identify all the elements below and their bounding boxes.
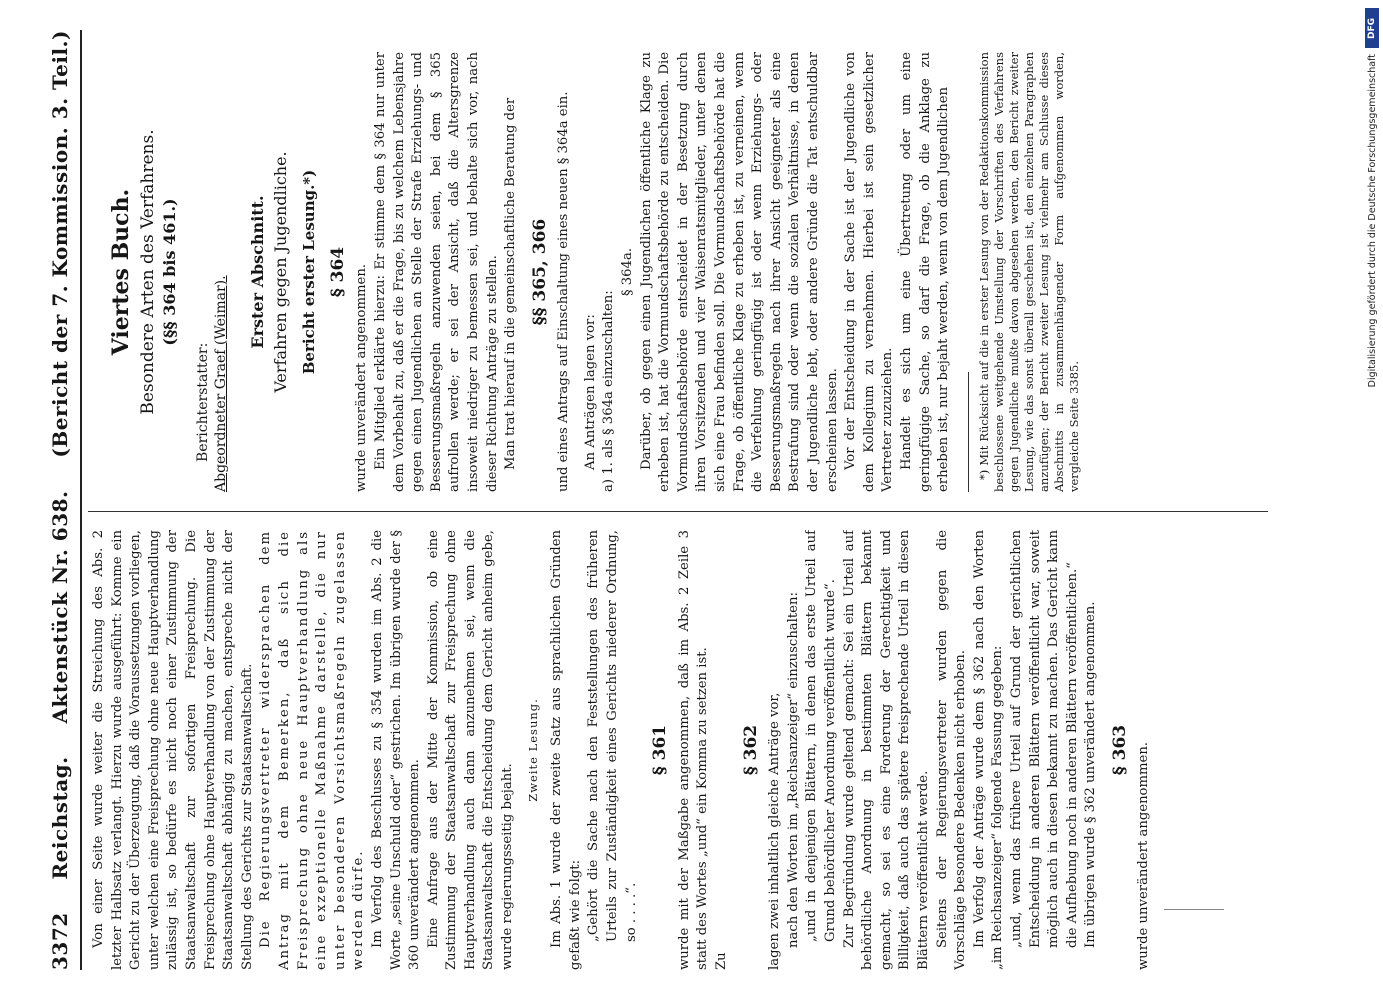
- paragraph: Seitens der Regierungsvertreter wurden gegen die Vorschläge besondere Bedenken nicht erhoben.: [934, 530, 969, 970]
- paragraph: Im Abs. 1 wurde der zweite Satz aus sprachlichen Gründen gefaßt wie folgt:: [549, 530, 583, 970]
- section-heading: § 362: [740, 724, 761, 776]
- paragraph: a) 1. als § 364a einzuschalten:: [601, 290, 617, 492]
- quotation: „und, wenn das frühere Urteil auf Grund der gerichtlichen Entscheidung in anderen Blättern veröffentlicht war, soweit möglich auch in diesen bekannt zu machen. Das Gericht kann die Aufhebung noch in anderen Blättern veröffentlichen.“: [1008, 530, 1080, 948]
- reporter-label: Berichterstatter:: [194, 342, 211, 462]
- paragraph: Im übrigen wurde § 362 unverändert angenommen.: [1083, 601, 1099, 948]
- document-page: [40, 30, 1310, 970]
- section-subheading: Zweite Lesung.: [525, 698, 540, 802]
- section-title: Erster Abschnitt.: [247, 195, 267, 349]
- digitization-stamp: [1365, 8, 1379, 988]
- paragraph: Darüber, ob gegen einen Jugendlichen öffentliche Klage zu erheben ist, hat die Vormundschaftsbehörde zu entscheiden. Die Vormundschaftsbehörde entscheidet in der Besetzung durch ihren Vorsitzenden und vier Waisenratsmitglieder, unter denen sich eine Frau befinden soll. Die Vormundschaftsbehörde hat die Frage, ob öffentliche Klage zu erheben ist, zu verneinen, wenn die Verfehlung geringfügig ist oder wenn Erziehungs- oder Besserungsmaßregeln nach ihrer Ansicht geeigneter als eine Bestrafung sind oder wenn die sozialen Verhältnisse, in denen der Jugendliche lebt, oder andere Gründe die Tat entschuldbar erscheinen lassen.: [638, 52, 840, 492]
- book-range: (§§ 364 bis 461.): [160, 198, 180, 346]
- paragraph: Eine Anfrage aus der Mitte der Kommission, ob eine Zustimmung der Staatsanwaltschaft zur Freisprechung ohne Hauptverhandlung auch dann anzunehmen sei, wenn die Staatsanwaltschaft die Entscheidung dem Gericht anheim gebe, wurde regierungsseitig bejaht.: [425, 530, 516, 970]
- section-heading: § 364a.: [620, 248, 636, 297]
- book-subtitle: Besondere Arten des Verfahrens.: [137, 129, 158, 415]
- header-right-title: (Bericht der 7. Kommission. 3. Teil.): [48, 30, 72, 458]
- quotation: „Gehört die Sache nach den Feststellungen des früheren Urteils zur Zuständigkeit eines Gerichts niederer Ordnung, so . . . .“.: [586, 530, 639, 942]
- paragraph: Zu: [714, 952, 729, 970]
- dfg-logo: DFG: [1365, 8, 1379, 48]
- paragraph: Zur Begründung wurde geltend gemacht: Sei ein Urteil auf behördliche Anordnung in bestimmten Blättern bekannt gemacht, so sei es eine Forderung der Gerechtigkeit und Billigkeit, daß auch das spätere freisprechende Urteil in diesen Blättern veröffentlicht werde.: [841, 530, 931, 970]
- section-subtitle: Verfahren gegen Jugendliche.: [270, 151, 290, 393]
- paragraph: Im Verfolg des Beschlusses zu § 354 wurden im Abs. 2 die Worte „seine Unschuld oder“ gestrichen. Im übrigen wurde der § 360 unverändert angenommen.: [369, 530, 423, 970]
- paragraph: Handelt es sich um eine Übertretung oder um eine geringfügige Sache, so darf die Frage, ob die Anklage zu erheben ist, nur bejaht werden, wenn von dem Jugendlichen: [898, 52, 952, 492]
- header-center-title: Aktenstück Nr. 638.: [48, 490, 72, 724]
- reporter-name: Abgeordneter Graef (Weimar).: [213, 275, 230, 492]
- section-heading: § 364: [327, 246, 348, 298]
- paragraph: wurde unverändert angenommen.: [354, 264, 370, 492]
- header-left-title: Reichstag.: [48, 756, 72, 880]
- quotation: „und in denjenigen Blättern, in denen das erste Urteil auf Grund behördlicher Anordnung veröffentlicht wurde“.: [804, 530, 838, 942]
- paragraph: An Anträgen lagen vor:: [582, 314, 598, 470]
- page-number: 3372: [48, 912, 72, 970]
- section-heading: § 363: [1109, 724, 1130, 776]
- dfg-credit-text: Digitalisierung gefördert durch die Deutsche Forschungsgemeinschaft: [1367, 54, 1378, 388]
- section-heading: § 361: [650, 724, 671, 776]
- paragraph: wurde unverändert angenommen.: [1136, 742, 1152, 970]
- paragraph: und eines Antrags auf Einschaltung eines neuen § 364a ein.: [556, 91, 572, 492]
- paragraph: Im Verfolg der Anträge wurde dem § 362 nach den Worten „im Reichsanzeiger“ folgende Fassung gegeben:: [971, 530, 1006, 970]
- paragraph: Vor der Entscheidung in der Sache ist der Jugendliche von dem Kollegium zu vernehmen. Hierbei ist sein gesetzlicher Vertreter zuzuziehen.: [843, 52, 896, 492]
- footnote: *) Mit Rücksicht auf die in erster Lesung von der Redaktionskommission beschlossene weitgehende Umstellung der Vorschriften des Verfahrens gegen Jugendliche mußte davon abgesehen werden, den Bericht zweiter Lesung, wie das sonst überall geschehen ist, den einzelnen Paragraphen anzufügen; der Bericht zweiter Lesung ist vielmehr am Schlusse dieses Abschnitts in zusammenhängender Form aufgenommen worden, vergleiche Seite 3385.: [976, 52, 1081, 492]
- paragraph: Von einer Seite wurde weiter die Streichung des Abs. 2 letzter Halbsatz verlangt. Hierzu wurde ausgeführt: Komme ein Gericht zu der Überzeugung, daß die Voraussetzungen vorliegen, unter welchen eine Freisprechung ohne neue Hauptverhandlung zulässig ist, so bedürfe es nicht noch einer Zustimmung der Staatsanwaltschaft zur sofortigen Freisprechung. Die Freisprechung ohne Hauptverhandlung von der Zustimmung der Staatsanwaltschaft abhängig zu machen, entspreche nicht der Stellung des Gerichts zur Staatsanwaltschaft.: [91, 530, 255, 970]
- paragraph: wurde mit der Maßgabe angenommen, daß im Abs. 2 Zeile 3 statt des Wortes „und“ ein Komma zu setzen ist.: [676, 530, 711, 970]
- left-column: [90, 530, 1290, 970]
- book-title: Viertes Buch.: [108, 188, 134, 356]
- section-heading: §§ 365, 366: [529, 218, 550, 326]
- divider: [1164, 908, 1224, 910]
- paragraph: Ein Mitglied erklärte hierzu: Er stimme dem § 364 nur unter dem Vorbehalt zu, daß er die Frage, bis zu welchem Lebensjahre gegen einen Jugendlichen an Stelle der Strafe Erziehungs- und Besserungsmaßregeln anzuwenden seien, bei dem § 365 aufrollen werde; er sei der Ansicht, daß die Altersgrenze insoweit niedriger zu bemessen sei, und behalte sich vor, nach dieser Richtung Anträge zu stellen.: [372, 52, 500, 492]
- right-column: [90, 52, 1290, 492]
- reading-heading: Bericht erster Lesung.*): [300, 169, 319, 375]
- paragraph: Die Regierungsvertreter widersprachen dem Antrag mit dem Bemerken, daß sich die Freisprechung ohne neue Hauptverhandlung als eine exzeptionelle Maßnahme darstelle, die nur unter besonderen Vorsichtsmaßregeln zugelassen werden dürfe.: [258, 530, 367, 970]
- paragraph: Man trat hierauf in die gemeinschaftliche Beratung der: [503, 97, 519, 470]
- column-divider: [88, 511, 1268, 512]
- page-header: [40, 30, 82, 970]
- paragraph: nach den Worten im „Reichsanzeiger“ einzuschalten:: [785, 592, 801, 948]
- footnote-divider: [968, 372, 969, 492]
- paragraph: lagen zwei inhaltlich gleiche Anträge vor,: [767, 692, 783, 970]
